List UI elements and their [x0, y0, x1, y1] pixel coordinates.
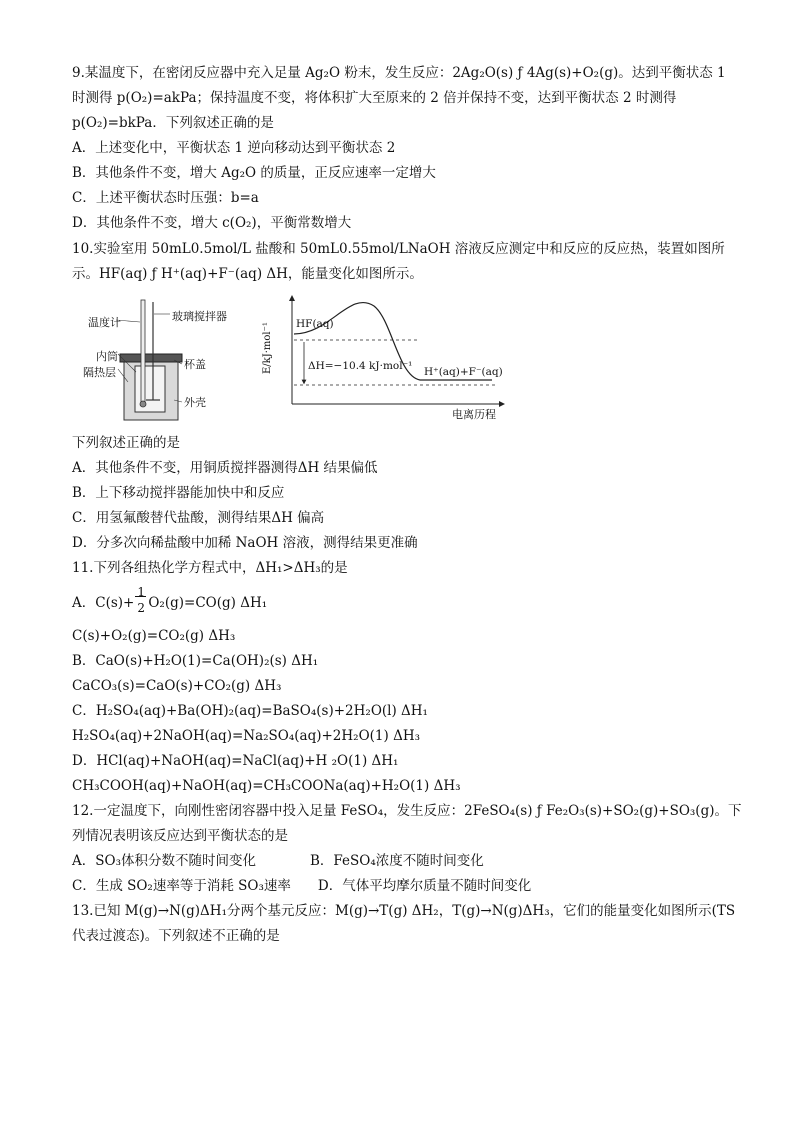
fraction-numerator: 1 — [137, 585, 145, 599]
energy-x-axis-label: 电离历程 — [452, 408, 496, 421]
label-thermometer: 温度计 — [88, 316, 121, 329]
label-shell: 外壳 — [184, 396, 206, 409]
q11-option-c-line2: H₂SO₄(aq)+2NaOH(aq)=Na₂SO₄(aq)+2H₂O(1) ΔH₃ — [72, 728, 421, 744]
energy-y-axis-label: E/kJ·mol⁻¹ — [262, 322, 273, 374]
q9-option-a: A．上述变化中，平衡状态 1 逆向移动达到平衡状态 2 — [72, 140, 396, 156]
label-insulation: 隔热层 — [83, 366, 116, 379]
q10-stem: 下列叙述正确的是 — [72, 435, 180, 451]
fraction-bar — [135, 596, 146, 597]
label-inner-cup: 内筒 — [96, 350, 118, 363]
label-hf-aq: HF(aq) — [296, 318, 334, 330]
q10-option-b: B．上下移动搅拌器能加快中和反应 — [72, 485, 285, 501]
q12-stem-line2: 列情况表明该反应达到平衡状态的是 — [72, 828, 288, 844]
label-ions: H⁺(aq)+F⁻(aq) — [424, 366, 503, 378]
q12-options-cd: C．生成 SO₂速率等于消耗 SO₃速率 D．气体平均摩尔质量不随时间变化 — [72, 878, 532, 894]
q13-stem-line1: 13.已知 M(g)→N(g)ΔH₁分两个基元反应：M(g)→T(g) ΔH₂，T(g)→N(g)ΔH₃，它们的能量变化如图所示(TS — [72, 903, 736, 919]
q11-option-b-line2: CaCO₃(s)=CaO(s)+CO₂(g) ΔH₃ — [72, 678, 282, 694]
q11-option-d-line1: D．HCl(aq)+NaOH(aq)=NaCl(aq)+H ₂O(1) ΔH₁ — [72, 753, 399, 769]
energy-diagram — [262, 292, 510, 424]
q10-option-d: D．分多次向稀盐酸中加稀 NaOH 溶液，测得结果更准确 — [72, 535, 418, 551]
q10-stem-line1: 10.实验室用 50mL0.5mol/L 盐酸和 50mL0.55mol/LNaOH 溶液反应测定中和反应的反应热，装置如图所 — [72, 241, 725, 257]
q10-option-c: C．用氢氟酸替代盐酸，测得结果ΔH 偏高 — [72, 510, 325, 526]
fraction-half — [134, 585, 148, 615]
q12-stem-line1: 12.一定温度下，向刚性密闭容器中投入足量 FeSO₄，发生反应：2FeSO₄(s) ƒ Fe₂O₃(s)+SO₂(g)+SO₃(g)。下 — [72, 803, 742, 819]
q9-stem-line3: p(O₂)=bkPa．下列叙述正确的是 — [72, 115, 274, 131]
label-stirrer: 玻璃搅拌器 — [172, 310, 227, 323]
q9-option-d: D．其他条件不变，增大 c(O₂)，平衡常数增大 — [72, 215, 352, 231]
q10-stem-line2: 示。HF(aq) ƒ H⁺(aq)+F⁻(aq) ΔH，能量变化如图所示。 — [72, 266, 423, 282]
q13-stem-line2: 代表过渡态)。下列叙述不正确的是 — [72, 928, 280, 944]
q11-option-b-line1: B．CaO(s)+H₂O(1)=Ca(OH)₂(s) ΔH₁ — [72, 653, 319, 669]
calorimeter-figure — [78, 292, 238, 422]
q11-a-prefix: A．C(s)+ — [72, 595, 135, 611]
q10-option-a: A．其他条件不变，用铜质搅拌器测得ΔH 结果偏低 — [72, 460, 378, 476]
q11-a-suffix: O₂(g)=CO(g) ΔH₁ — [148, 595, 268, 611]
fraction-denominator: 2 — [137, 601, 145, 615]
energy-diagram-drawing — [270, 292, 510, 424]
q9-option-b: B．其他条件不变，增大 Ag₂O 的质量，正反应速率一定增大 — [72, 165, 436, 181]
q9-option-c: C．上述平衡状态时压强：b=a — [72, 190, 259, 206]
q11-option-a-line2: C(s)+O₂(g)=CO₂(g) ΔH₃ — [72, 628, 236, 644]
q9-stem-line2: 时测得 p(O₂)=akPa；保持温度不变，将体积扩大至原来的 2 倍并保持不变，达到平衡状态 2 时测得 — [72, 90, 677, 106]
q11-option-a-line1 — [72, 585, 268, 615]
q11-option-c-line1: C．H₂SO₄(aq)+Ba(OH)₂(aq)=BaSO₄(s)+2H₂O(l) ΔH₁ — [72, 703, 428, 719]
q12-options-ab: A．SO₃体积分数不随时间变化 B．FeSO₄浓度不随时间变化 — [72, 853, 484, 869]
label-delta-h: ΔH=−10.4 kJ·mol⁻¹ — [308, 360, 413, 372]
label-lid: 杯盖 — [184, 358, 206, 371]
q11-stem: 11.下列各组热化学方程式中，ΔH₁>ΔH₃的是 — [72, 560, 348, 576]
q11-option-d-line2: CH₃COOH(aq)+NaOH(aq)=CH₃COONa(aq)+H₂O(1) ΔH₃ — [72, 778, 461, 794]
q9-stem-line1: 9.某温度下，在密闭反应器中充入足量 Ag₂O 粉末，发生反应：2Ag₂O(s) ƒ 4Ag(s)+O₂(g)。达到平衡状态 1 — [72, 65, 726, 81]
